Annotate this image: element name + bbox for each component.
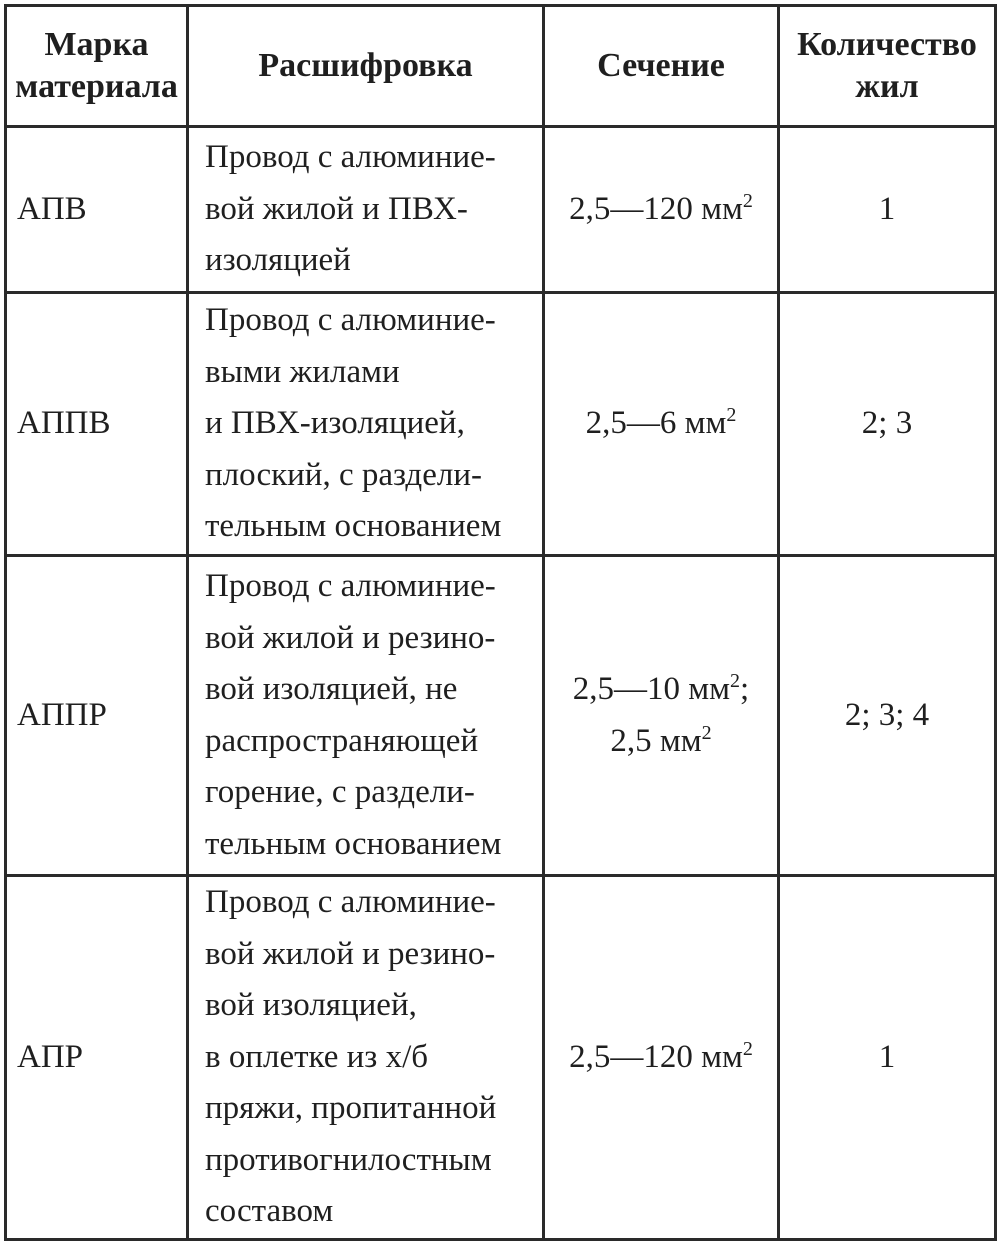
description-line: тельным основанием xyxy=(205,508,502,545)
header-section-line: Сечение xyxy=(597,47,725,84)
description-line: Провод с алюминие- xyxy=(205,884,496,920)
description-line: вой изоляцией, xyxy=(205,987,417,1023)
section-line xyxy=(545,664,777,716)
section-unit-exponent: 2 xyxy=(742,189,753,212)
wire-brands-table xyxy=(4,4,997,1241)
description-line: противогнилостным xyxy=(205,1141,492,1178)
description-line: выми жилами xyxy=(205,353,400,390)
description-line: пряжи, пропитанной xyxy=(205,1090,497,1126)
cell-mark: АПВ xyxy=(6,127,188,293)
section-punctuation: ; xyxy=(740,671,750,707)
cell-count: 1 xyxy=(779,876,996,1240)
section-value: 2,5—120 мм xyxy=(569,1038,743,1075)
header-section xyxy=(544,6,779,127)
table-header-row xyxy=(6,6,996,127)
cell-count: 2; 3 xyxy=(779,293,996,556)
section-unit-exponent: 2 xyxy=(726,404,737,427)
header-mark-line: Марка xyxy=(44,26,149,63)
cell-description xyxy=(188,556,544,876)
description-line: вой жилой и ПВХ- xyxy=(205,190,468,227)
cell-section xyxy=(544,127,779,293)
cell-description xyxy=(188,293,544,556)
section-unit-exponent: 2 xyxy=(742,1037,753,1060)
cell-count: 1 xyxy=(779,127,996,293)
cell-section xyxy=(544,876,779,1240)
header-count xyxy=(779,6,996,127)
description-line: вой жилой и резино- xyxy=(205,935,496,972)
cell-mark: АППВ xyxy=(6,293,188,556)
header-description xyxy=(188,6,544,127)
description-line: и ПВХ-изоляцией, xyxy=(205,405,465,442)
description-line: Провод с алюминие- xyxy=(205,568,496,604)
section-line xyxy=(545,1032,777,1084)
cell-count: 2; 3; 4 xyxy=(779,556,996,876)
description-line: распространяющей xyxy=(205,722,479,759)
table-row xyxy=(6,556,996,876)
header-description-line: Расшифровка xyxy=(258,47,473,84)
section-line xyxy=(545,716,777,768)
description-line: тельным основанием xyxy=(205,825,502,862)
description-line: в оплетке из х/б xyxy=(205,1038,429,1075)
table-row xyxy=(6,293,996,556)
section-value: 2,5 мм xyxy=(610,722,702,759)
table-body xyxy=(6,127,996,1240)
section-line xyxy=(545,184,777,236)
cell-description xyxy=(188,876,544,1240)
section-value: 2,5—6 мм xyxy=(585,405,727,442)
section-value: 2,5—10 мм xyxy=(572,671,731,707)
section-value: 2,5—120 мм xyxy=(569,190,743,227)
section-unit-exponent: 2 xyxy=(730,670,741,692)
section-unit-exponent: 2 xyxy=(701,721,712,744)
description-line: составом xyxy=(205,1193,334,1229)
section-line xyxy=(545,398,777,450)
description-line: вой изоляцией, не xyxy=(205,671,458,707)
description-line: изоляцией xyxy=(205,242,351,279)
description-line: Провод с алюминие- xyxy=(205,302,496,339)
cell-section xyxy=(544,556,779,876)
description-line: Провод с алюминие- xyxy=(205,139,496,176)
table-row xyxy=(6,127,996,293)
description-line: горение, с раздели- xyxy=(205,774,475,810)
cell-section xyxy=(544,293,779,556)
cell-mark: АПР xyxy=(6,876,188,1240)
cell-mark: АППР xyxy=(6,556,188,876)
header-mark-line: материала xyxy=(15,68,178,105)
table-row xyxy=(6,876,996,1240)
description-line: вой жилой и резино- xyxy=(205,619,496,656)
header-count-line: жил xyxy=(855,68,919,105)
header-count-line: Количество xyxy=(797,26,977,63)
description-line: плоский, с раздели- xyxy=(205,456,482,493)
header-mark xyxy=(6,6,188,127)
cell-description xyxy=(188,127,544,293)
